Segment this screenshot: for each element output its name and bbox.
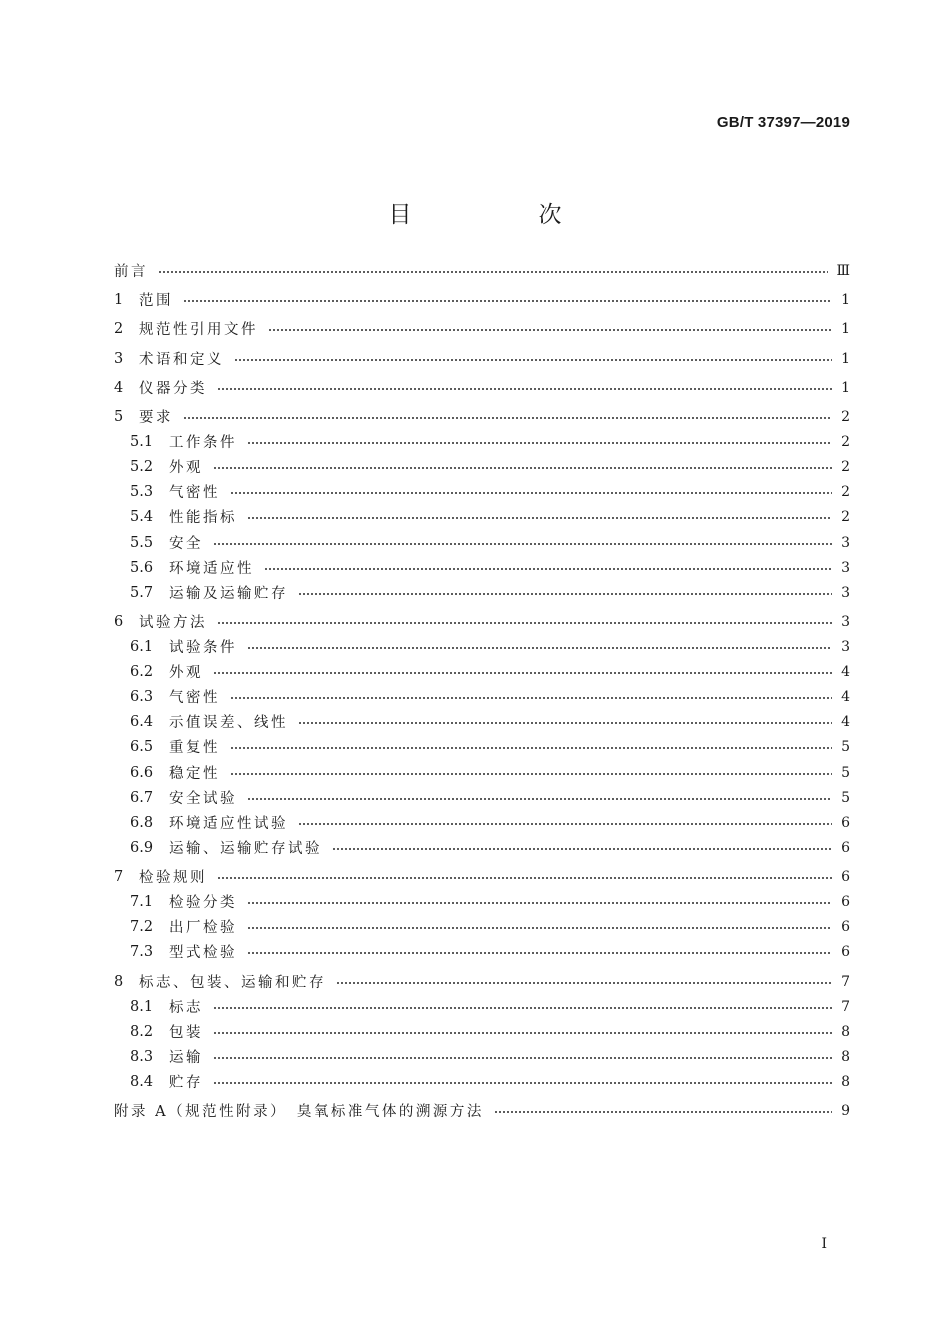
toc-entry-number: 5 — [114, 408, 124, 425]
toc-entry[interactable] — [114, 375, 850, 400]
toc-entry[interactable] — [114, 709, 850, 734]
toc-entry-page: 2 — [841, 408, 850, 425]
toc-entry-number: 6.3 — [130, 688, 154, 705]
toc-entry-number: 7.3 — [130, 943, 154, 960]
toc-entry-page: 7 — [841, 973, 850, 990]
toc-entry-page: 8 — [841, 1023, 850, 1040]
toc-entry-number: 6.8 — [130, 814, 154, 831]
toc-entry-title: 包装 — [169, 1025, 203, 1041]
toc-entry-number: 3 — [114, 350, 124, 367]
toc-entry[interactable] — [114, 760, 850, 785]
toc-entry-title: 运输 — [169, 1050, 203, 1066]
toc-dot-leader — [247, 952, 832, 954]
toc-entry-title: 前言 — [114, 264, 148, 280]
toc-entry-page: 4 — [841, 688, 850, 705]
toc-entry[interactable] — [114, 258, 850, 283]
toc-entry[interactable] — [114, 994, 850, 1019]
toc-dot-leader — [247, 902, 832, 904]
toc-entry-number: 8.2 — [130, 1023, 154, 1040]
toc-entry-title: 出厂检验 — [169, 920, 237, 936]
toc-dot-leader — [298, 593, 832, 595]
toc-entry-title: 环境适应性试验 — [169, 816, 288, 832]
toc-entry-title: 规范性引用文件 — [139, 322, 258, 338]
toc-entry[interactable] — [114, 1019, 850, 1044]
toc-title: 目 次 — [388, 202, 614, 228]
toc-entry-number: 6.2 — [130, 663, 154, 680]
toc-dot-leader — [234, 359, 832, 361]
toc-entry-number: 6.5 — [130, 738, 154, 755]
toc-entry[interactable] — [114, 864, 850, 889]
toc-entry[interactable] — [114, 659, 850, 684]
toc-entry[interactable] — [114, 404, 850, 429]
toc-dot-leader — [247, 798, 832, 800]
toc-entry-page: 3 — [841, 584, 850, 601]
toc-entry-page: 1 — [841, 320, 850, 337]
toc-dot-leader — [298, 823, 832, 825]
toc-entry-title: 运输及运输贮存 — [169, 586, 288, 602]
toc-dot-leader — [230, 773, 832, 775]
toc-entry[interactable] — [114, 914, 850, 939]
toc-entry-title: 试验方法 — [139, 615, 207, 631]
toc-entry-number: 5.4 — [130, 508, 154, 525]
toc-entry[interactable] — [114, 504, 850, 529]
toc-entry-page: 6 — [841, 893, 850, 910]
toc-entry-page: 7 — [841, 998, 850, 1015]
toc-entry-number: 5.1 — [130, 433, 154, 450]
toc-entry[interactable] — [114, 969, 850, 994]
toc-entry-title: 标志 — [169, 1000, 203, 1016]
page-number: I — [821, 1236, 827, 1252]
toc-entry[interactable] — [114, 889, 850, 914]
toc-entry-number: 7 — [114, 868, 124, 885]
toc-entry-page: 6 — [841, 943, 850, 960]
toc-entry-number: 6.1 — [130, 638, 154, 655]
toc-entry[interactable] — [114, 785, 850, 810]
toc-entry[interactable] — [114, 1098, 850, 1123]
toc-dot-leader — [247, 927, 832, 929]
toc-entry[interactable] — [114, 734, 850, 759]
toc-entry[interactable] — [114, 810, 850, 835]
toc-entry[interactable] — [114, 454, 850, 479]
toc-entry-page: 3 — [841, 534, 850, 551]
toc-entry-page: 6 — [841, 918, 850, 935]
toc-entry[interactable] — [114, 835, 850, 860]
toc-dot-leader — [213, 467, 832, 469]
toc-dot-leader — [213, 672, 832, 674]
toc-entry-title: 外观 — [169, 460, 203, 476]
toc-dot-leader — [213, 1082, 832, 1084]
toc-entry-title: 气密性 — [169, 485, 220, 501]
toc-entry-number: 7.1 — [130, 893, 154, 910]
toc-entry-page: 2 — [841, 508, 850, 525]
toc-entry-page: 3 — [841, 559, 850, 576]
toc-entry-page: 2 — [841, 483, 850, 500]
toc-dot-leader — [217, 622, 832, 624]
toc-entry[interactable] — [114, 316, 850, 341]
toc-entry[interactable] — [114, 634, 850, 659]
toc-dot-leader — [264, 568, 832, 570]
toc-entry-number: 6 — [114, 613, 124, 630]
toc-entry[interactable] — [114, 684, 850, 709]
toc-entry-page: 2 — [841, 458, 850, 475]
toc-entry-number: 5.5 — [130, 534, 154, 551]
toc-entry-title: 术语和定义 — [139, 352, 224, 368]
toc-entry-title: 工作条件 — [169, 435, 237, 451]
toc-entry-page: 8 — [841, 1048, 850, 1065]
toc-dot-leader — [230, 747, 832, 749]
toc-entry[interactable] — [114, 530, 850, 555]
toc-entry[interactable] — [114, 1069, 850, 1094]
toc-dot-leader — [183, 417, 832, 419]
toc-entry[interactable] — [114, 939, 850, 964]
toc-entry[interactable] — [114, 555, 850, 580]
toc-entry-page: 1 — [841, 350, 850, 367]
toc-entry-title: 范围 — [139, 293, 173, 309]
toc-dot-leader — [247, 517, 832, 519]
toc-entry-number: 6.6 — [130, 764, 154, 781]
toc-entry-number: 7.2 — [130, 918, 154, 935]
toc-entry-title: 贮存 — [169, 1075, 203, 1091]
toc-dot-leader — [217, 388, 832, 390]
toc-entry-page: 8 — [841, 1073, 850, 1090]
toc-entry-title: 安全 — [169, 536, 203, 552]
toc-entry-page: 5 — [841, 789, 850, 806]
toc-entry-title: 性能指标 — [169, 510, 237, 526]
toc-dot-leader — [247, 647, 832, 649]
toc-entry-number: 6.9 — [130, 839, 154, 856]
toc-entry-page: 1 — [841, 291, 850, 308]
toc-entry-page: 5 — [841, 738, 850, 755]
toc-entry-title: 型式检验 — [169, 945, 237, 961]
toc-dot-leader — [494, 1111, 832, 1113]
toc-entry-page: 4 — [841, 713, 850, 730]
toc-entry-page: 2 — [841, 433, 850, 450]
toc-entry-title: 重复性 — [169, 740, 220, 756]
toc-dot-leader — [268, 329, 832, 331]
toc-dot-leader — [217, 877, 832, 879]
toc-entry[interactable] — [114, 1044, 850, 1069]
toc-entry-title: 安全试验 — [169, 791, 237, 807]
toc-entry-page: Ⅲ — [836, 262, 850, 279]
toc-entry-title: 示值误差、线性 — [169, 715, 288, 731]
toc-entry-title: 标志、包装、运输和贮存 — [139, 975, 326, 991]
toc-dot-leader — [230, 492, 832, 494]
toc-entry-page: 3 — [841, 638, 850, 655]
toc-dot-leader — [332, 848, 832, 850]
toc-entry-title: 检验规则 — [139, 870, 207, 886]
toc-entry-page: 6 — [841, 814, 850, 831]
toc-entry-title: 试验条件 — [169, 640, 237, 656]
toc-entry-number: 1 — [114, 291, 124, 308]
toc-entry-number: 2 — [114, 320, 124, 337]
toc-entry-title: 仪器分类 — [139, 381, 207, 397]
toc-entry-page: 6 — [841, 868, 850, 885]
toc-entry-title: 外观 — [169, 665, 203, 681]
toc-entry-number: 5.2 — [130, 458, 154, 475]
toc-entry-number: 5.7 — [130, 584, 154, 601]
toc-entry-number: 4 — [114, 379, 124, 396]
toc-dot-leader — [213, 1032, 832, 1034]
toc-dot-leader — [158, 271, 828, 273]
toc-dot-leader — [298, 722, 832, 724]
toc-entry-number: 5.3 — [130, 483, 154, 500]
toc-entry[interactable] — [114, 479, 850, 504]
toc-dot-leader — [213, 543, 832, 545]
toc-entry-number: 8.1 — [130, 998, 154, 1015]
toc-entry-number: 6.7 — [130, 789, 154, 806]
toc-entry-page: 3 — [841, 613, 850, 630]
toc-dot-leader — [336, 982, 832, 984]
toc-entry[interactable] — [114, 429, 850, 454]
toc-dot-leader — [247, 442, 832, 444]
toc-entry-title: 气密性 — [169, 690, 220, 706]
toc-entry-page: 5 — [841, 764, 850, 781]
toc-entry-page: 9 — [841, 1102, 850, 1119]
toc-dot-leader — [213, 1057, 832, 1059]
toc-entry-number: 8.4 — [130, 1073, 154, 1090]
toc-dot-leader — [230, 697, 832, 699]
toc-entry-number: 6.4 — [130, 713, 154, 730]
toc-entry[interactable] — [114, 287, 850, 312]
toc-entry-number: 8 — [114, 973, 124, 990]
toc-entry[interactable] — [114, 609, 850, 634]
toc-entry-number: 8.3 — [130, 1048, 154, 1065]
toc-entry[interactable] — [114, 346, 850, 371]
toc-entry-page: 4 — [841, 663, 850, 680]
toc-entry-page: 6 — [841, 839, 850, 856]
toc-entry-title: 检验分类 — [169, 895, 237, 911]
toc-dot-leader — [183, 300, 832, 302]
toc-entry-title: 环境适应性 — [169, 561, 254, 577]
toc-entry[interactable] — [114, 580, 850, 605]
toc-entry-title: 稳定性 — [169, 766, 220, 782]
toc-entry-title: 附录 A（规范性附录） 臭氧标准气体的溯源方法 — [114, 1104, 484, 1120]
standard-code: GB/T 37397—2019 — [716, 114, 850, 131]
toc-entry-page: 1 — [841, 379, 850, 396]
toc-entry-number: 5.6 — [130, 559, 154, 576]
toc-dot-leader — [213, 1007, 832, 1009]
toc-entry-title: 要求 — [139, 410, 173, 426]
toc-entry-title: 运输、运输贮存试验 — [169, 841, 322, 857]
